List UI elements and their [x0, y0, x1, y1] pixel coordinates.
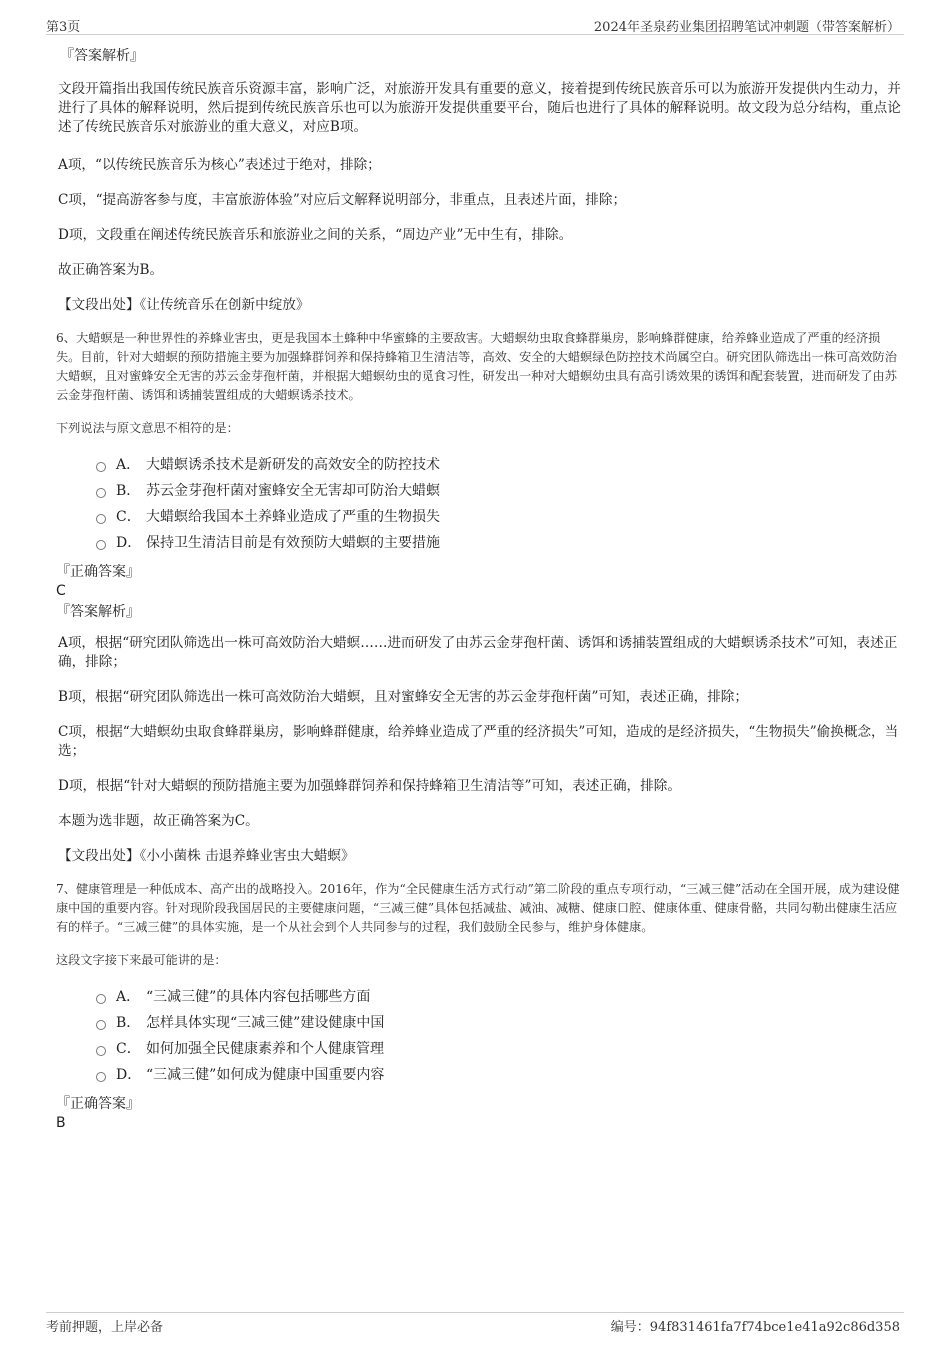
option-text: 如何加强全民健康素养和个人健康管理	[146, 1041, 384, 1057]
q7-options	[96, 984, 904, 1088]
page-footer	[46, 1312, 904, 1335]
q6-option-b[interactable]	[96, 478, 904, 504]
q6-analysis-label: 『答案解析』	[56, 604, 140, 620]
footer-slogan: 考前押题，上岸必备	[46, 1320, 164, 1335]
option-text: 怎样具体实现“三减三健”建设健康中国	[146, 1015, 385, 1031]
document-title: 2024年圣泉药业集团招聘笔试冲刺题（带答案解析）	[593, 20, 900, 35]
q6-question: 下列说法与原文意思不相符的是：	[56, 421, 239, 435]
q7-option-d[interactable]	[96, 1062, 904, 1088]
option-letter: A．	[116, 457, 141, 473]
q6-note-a: A项，根据“研究团队筛选出一株可高效防治大蜡螟……进而研发了由苏云金芽孢杆菌、诱饵和诱捕装置组成的大蜡螟诱杀技术”可知，表述正确，排除；	[58, 635, 898, 670]
option-text: “三减三健”的具体内容包括哪些方面	[146, 989, 371, 1005]
q6-answer: C	[56, 583, 66, 599]
page-number: 第3页	[46, 20, 81, 35]
radio-icon[interactable]	[96, 488, 106, 498]
q7-option-b[interactable]	[96, 1010, 904, 1036]
option-letter: D．	[116, 535, 142, 551]
q6-options	[96, 452, 904, 556]
option-text: 苏云金芽孢杆菌对蜜蜂安全无害却可防治大蜡螟	[146, 483, 440, 499]
q6-note-d: D项，根据“针对大蜡螟的预防措施主要为加强蜂群饲养和保持蜂箱卫生清洁等”可知，表述正确，排除。	[58, 778, 681, 794]
radio-icon[interactable]	[96, 1046, 106, 1056]
option-text: 保持卫生清洁目前是有效预防大蜡螟的主要措施	[146, 535, 440, 551]
radio-icon[interactable]	[96, 540, 106, 550]
option-text: 大蜡螟给我国本土养蜂业造成了严重的生物损失	[146, 509, 440, 525]
q6-note-b: B项，根据“研究团队筛选出一株可高效防治大蜡螟，且对蜜蜂安全无害的苏云金芽孢杆菌”可知，表述正确，排除；	[58, 689, 748, 705]
prev-conclusion: 故正确答案为B。	[58, 262, 164, 278]
prev-analysis-text: 文段开篇指出我国传统民族音乐资源丰富，影响广泛，对旅游开发具有重要的意义，接着提到传统民族音乐可以为旅游开发提供内生动力，并进行了具体的解释说明，然后提到传统民族音乐也可以为旅游开发提供重要平台，随后也进行了具体的解释说明。故文段为总分结构，重点论述了传统民族音乐对旅游业的重大意义，对应B项。	[58, 81, 901, 135]
q6-option-d[interactable]	[96, 530, 904, 556]
option-letter: B．	[116, 1015, 141, 1031]
page-content	[56, 46, 904, 1132]
option-letter: D．	[116, 1067, 142, 1083]
q7-answer-label: 『正确答案』	[56, 1096, 140, 1112]
q6-conclusion: 本题为选非题，故正确答案为C。	[58, 813, 259, 829]
radio-icon[interactable]	[96, 994, 106, 1004]
q6-stem: 6、大蜡螟是一种世界性的养蜂业害虫，更是我国本土蜂种中华蜜蜂的主要敌害。大蜡螟幼虫取食蜂群巢房，影响蜂群健康，给养蜂业造成了严重的经济损失。目前，针对大蜡螟的预防措施主要为加强蜂群饲养和保持蜂箱卫生清洁等，高效、安全的大蜡螟绿色防控技术尚属空白。研究团队筛选出一株可高效防治大蜡螟，且对蜜蜂安全无害的苏云金芽孢杆菌，并根据大蜡螟幼虫的觅食习性，研发出一种对大蜡螟幼虫具有高引诱效果的诱饵和配套装置，进而研发了由苏云金芽孢杆菌、诱饵和诱捕装置组成的大蜡螟诱杀技术。	[56, 331, 897, 402]
prev-note-a: A项，“以传统民族音乐为核心”表述过于绝对，排除；	[58, 157, 381, 173]
option-letter: A．	[116, 989, 141, 1005]
prev-analysis-label: 『答案解析』	[60, 48, 144, 64]
radio-icon[interactable]	[96, 1020, 106, 1030]
prev-note-c: C项，“提高游客参与度，丰富旅游体验”对应后文解释说明部分，非重点，且表述片面，排除；	[58, 192, 627, 208]
option-letter: B．	[116, 483, 141, 499]
q6-option-c[interactable]	[96, 504, 904, 530]
q6-source: 【文段出处】《小小菌株 击退养蜂业害虫大蜡螟》	[58, 848, 355, 864]
q7-option-a[interactable]	[96, 984, 904, 1010]
radio-icon[interactable]	[96, 1072, 106, 1082]
q6-note-c: C项，根据“大蜡螟幼虫取食蜂群巢房，影响蜂群健康，给养蜂业造成了严重的经济损失”可知，造成的是经济损失，“生物损失”偷换概念，当选；	[58, 724, 899, 759]
q7-answer: B	[56, 1115, 66, 1131]
q7-option-c[interactable]	[96, 1036, 904, 1062]
q6-answer-label: 『正确答案』	[56, 564, 140, 580]
radio-icon[interactable]	[96, 514, 106, 524]
prev-note-d: D项，文段重在阐述传统民族音乐和旅游业之间的关系，“周边产业”无中生有，排除。	[58, 227, 573, 243]
q6-option-a[interactable]	[96, 452, 904, 478]
option-text: “三减三健”如何成为健康中国重要内容	[146, 1067, 385, 1083]
option-letter: C．	[116, 509, 141, 525]
option-text: 大蜡螟诱杀技术是新研发的高效安全的防控技术	[146, 457, 440, 473]
q7-question: 这段文字接下来最可能讲的是：	[56, 953, 227, 967]
prev-source: 【文段出处】《让传统音乐在创新中绽放》	[58, 297, 310, 313]
document-code: 编号：94f831461fa7f74bce1e41a92c86d358	[610, 1320, 900, 1335]
q7-stem: 7、健康管理是一种低成本、高产出的战略投入。2016年，作为“全民健康生活方式行动”第二阶段的重点专项行动，“三减三健”活动在全国开展，成为建设健康中国的重要内容。针对现阶段我国居民的主要健康问题，“三减三健”具体包括减盐、减油、减糖、健康口腔、健康体重、健康骨骼，共同勾勒出健康生活应有的样子。“三减三健”的具体实施，是一个从社会到个人共同参与的过程，我们鼓励全民参与，维护身体健康。	[56, 882, 900, 934]
radio-icon[interactable]	[96, 462, 106, 472]
page-header	[46, 14, 904, 35]
option-letter: C．	[116, 1041, 141, 1057]
